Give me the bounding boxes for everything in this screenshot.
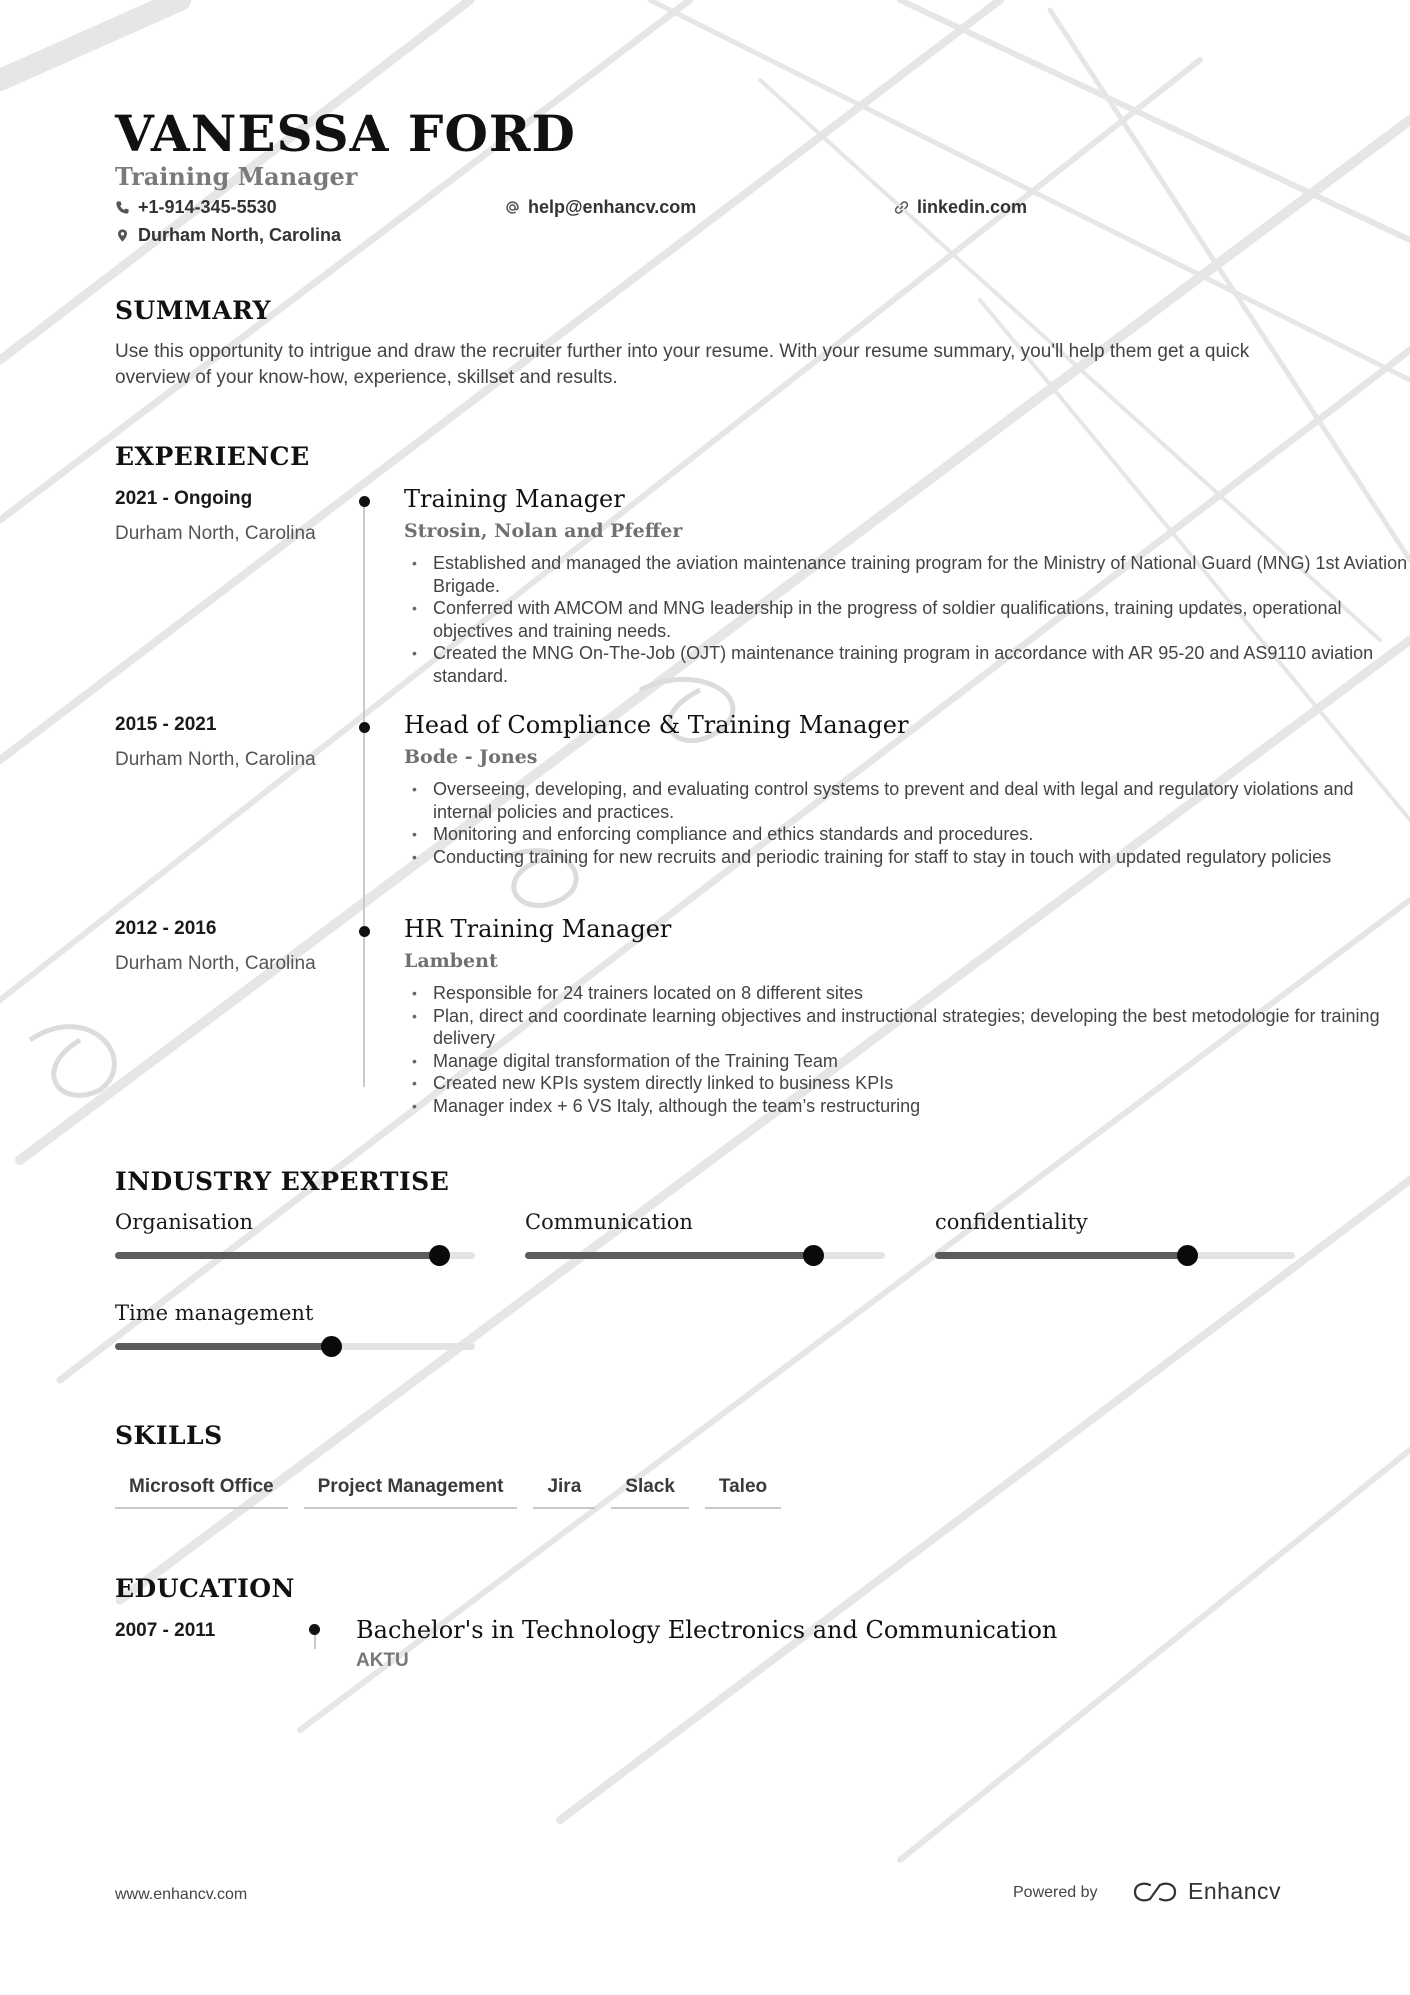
bullet-item: • Responsible for 24 trainers located on 8 different sites <box>404 982 1410 1005</box>
education-timeline <box>314 1635 316 1649</box>
timeline-dot <box>359 496 370 507</box>
expertise-heading: INDUSTRY EXPERTISE <box>115 1167 450 1196</box>
skills-heading: SKILLS <box>115 1421 223 1450</box>
experience-bullets <box>404 982 1410 1117</box>
experience-dates: 2012 - 2016 <box>115 918 217 939</box>
education-school: AKTU <box>356 1650 409 1671</box>
skill-tag: Slack <box>611 1470 689 1509</box>
expertise-bar-track <box>525 1252 885 1259</box>
experience-location: Durham North, Carolina <box>115 523 316 544</box>
skill-tag: Microsoft Office <box>115 1470 288 1509</box>
candidate-role: Training Manager <box>115 162 358 191</box>
contact-phone[interactable] <box>115 197 277 218</box>
expertise-bar-fill <box>525 1252 813 1259</box>
experience-dates: 2015 - 2021 <box>115 714 217 735</box>
phone-number: +1-914-345-5530 <box>138 197 277 217</box>
expertise-bar-knob <box>803 1245 824 1266</box>
expertise-label: Time management <box>115 1301 314 1325</box>
contact-email[interactable] <box>505 197 696 218</box>
skill-tag: Taleo <box>705 1470 781 1509</box>
experience-heading: EXPERIENCE <box>115 442 310 471</box>
link-icon <box>894 200 909 215</box>
expertise-bar-fill <box>935 1252 1187 1259</box>
education-degree: Bachelor's in Technology Electronics and Communication <box>356 1616 1058 1644</box>
location-pin-icon <box>115 228 130 243</box>
experience-location: Durham North, Carolina <box>115 953 316 974</box>
enhancv-logo-icon <box>1132 1879 1178 1905</box>
bullet-item: • Conferred with AMCOM and MNG leadership in the progress of soldier qualifications, training updates, operational objectives and training needs. <box>404 597 1410 642</box>
timeline-dot <box>359 926 370 937</box>
linkedin-link: linkedin.com <box>917 197 1028 217</box>
bullet-item: • Conducting training for new recruits and periodic training for staff to stay in touch with updated regulatory policies <box>404 846 1410 869</box>
expertise-item <box>115 1301 475 1325</box>
expertise-bar-track <box>115 1252 475 1259</box>
contact-location <box>115 225 341 246</box>
expertise-label: Communication <box>525 1210 693 1234</box>
experience-title: Head of Compliance & Training Manager <box>404 711 909 739</box>
education-dates: 2007 - 2011 <box>115 1620 216 1641</box>
timeline-dot <box>309 1624 320 1635</box>
expertise-bar-track <box>115 1343 475 1350</box>
expertise-bar-knob <box>1177 1245 1198 1266</box>
footer-powered-by: Powered by <box>1013 1884 1098 1901</box>
expertise-bar-knob <box>429 1245 450 1266</box>
skills-list <box>115 1470 781 1509</box>
skill-tag: Project Management <box>304 1470 518 1509</box>
skill-tag: Jira <box>533 1470 595 1509</box>
bullet-item: • Overseeing, developing, and evaluating control systems to prevent and deal with legal and regulatory violations and internal policies and practices. <box>404 778 1410 823</box>
contact-linkedin[interactable] <box>894 197 1027 218</box>
at-icon <box>505 200 520 215</box>
bullet-item: • Manage digital transformation of the Training Team <box>404 1050 1410 1073</box>
expertise-bar-track <box>935 1252 1295 1259</box>
candidate-name: VANESSA FORD <box>115 104 576 163</box>
bullet-item: • Plan, direct and coordinate learning objectives and instructional strategies; developing the best metodologie for training delivery <box>404 1005 1410 1050</box>
email-address: help@enhancv.com <box>528 197 697 217</box>
experience-timeline <box>363 505 365 1087</box>
experience-location: Durham North, Carolina <box>115 749 316 770</box>
location-text: Durham North, Carolina <box>138 225 342 245</box>
expertise-label: Organisation <box>115 1210 254 1234</box>
experience-bullets <box>404 778 1410 868</box>
experience-title: Training Manager <box>404 485 625 513</box>
expertise-bar-fill <box>115 1252 439 1259</box>
phone-icon <box>115 200 130 215</box>
experience-title: HR Training Manager <box>404 915 672 943</box>
experience-dates: 2021 - Ongoing <box>115 488 253 509</box>
enhancv-brand-name: Enhancv <box>1188 1878 1282 1904</box>
experience-bullets <box>404 552 1410 687</box>
bullet-item: • Established and managed the aviation maintenance training program for the Ministry of National Guard (MNG) 1st Aviation Brigade. <box>404 552 1410 597</box>
enhancv-logo[interactable] <box>1132 1878 1281 1905</box>
bullet-item: • Monitoring and enforcing compliance and ethics standards and procedures. <box>404 823 1410 846</box>
timeline-dot <box>359 722 370 733</box>
expertise-label: confidentiality <box>935 1210 1088 1234</box>
expertise-bar-knob <box>321 1336 342 1357</box>
summary-text: Use this opportunity to intrigue and draw the recruiter further into your resume. With your resume summary, you'll help them get a quick overview of your know-how, experience, skillset and results. <box>115 341 1250 388</box>
bullet-item: • Created the MNG On-The-Job (OJT) maintenance training program in accordance with AR 95-20 and AS9110 aviation standard. <box>404 642 1410 687</box>
experience-company: Bode - Jones <box>404 746 538 768</box>
expertise-item <box>935 1210 1295 1234</box>
bullet-item: • Created new KPIs system directly linked to business KPIs <box>404 1072 1410 1095</box>
experience-company: Lambent <box>404 950 498 972</box>
footer-website-link[interactable]: www.enhancv.com <box>115 1886 248 1903</box>
expertise-item <box>525 1210 885 1234</box>
expertise-bar-fill <box>115 1343 331 1350</box>
summary-heading: SUMMARY <box>115 296 271 325</box>
bullet-item: • Manager index + 6 VS Italy, although the team’s restructuring <box>404 1095 1410 1118</box>
education-heading: EDUCATION <box>115 1574 295 1603</box>
expertise-item <box>115 1210 475 1234</box>
experience-company: Strosin, Nolan and Pfeffer <box>404 520 683 542</box>
